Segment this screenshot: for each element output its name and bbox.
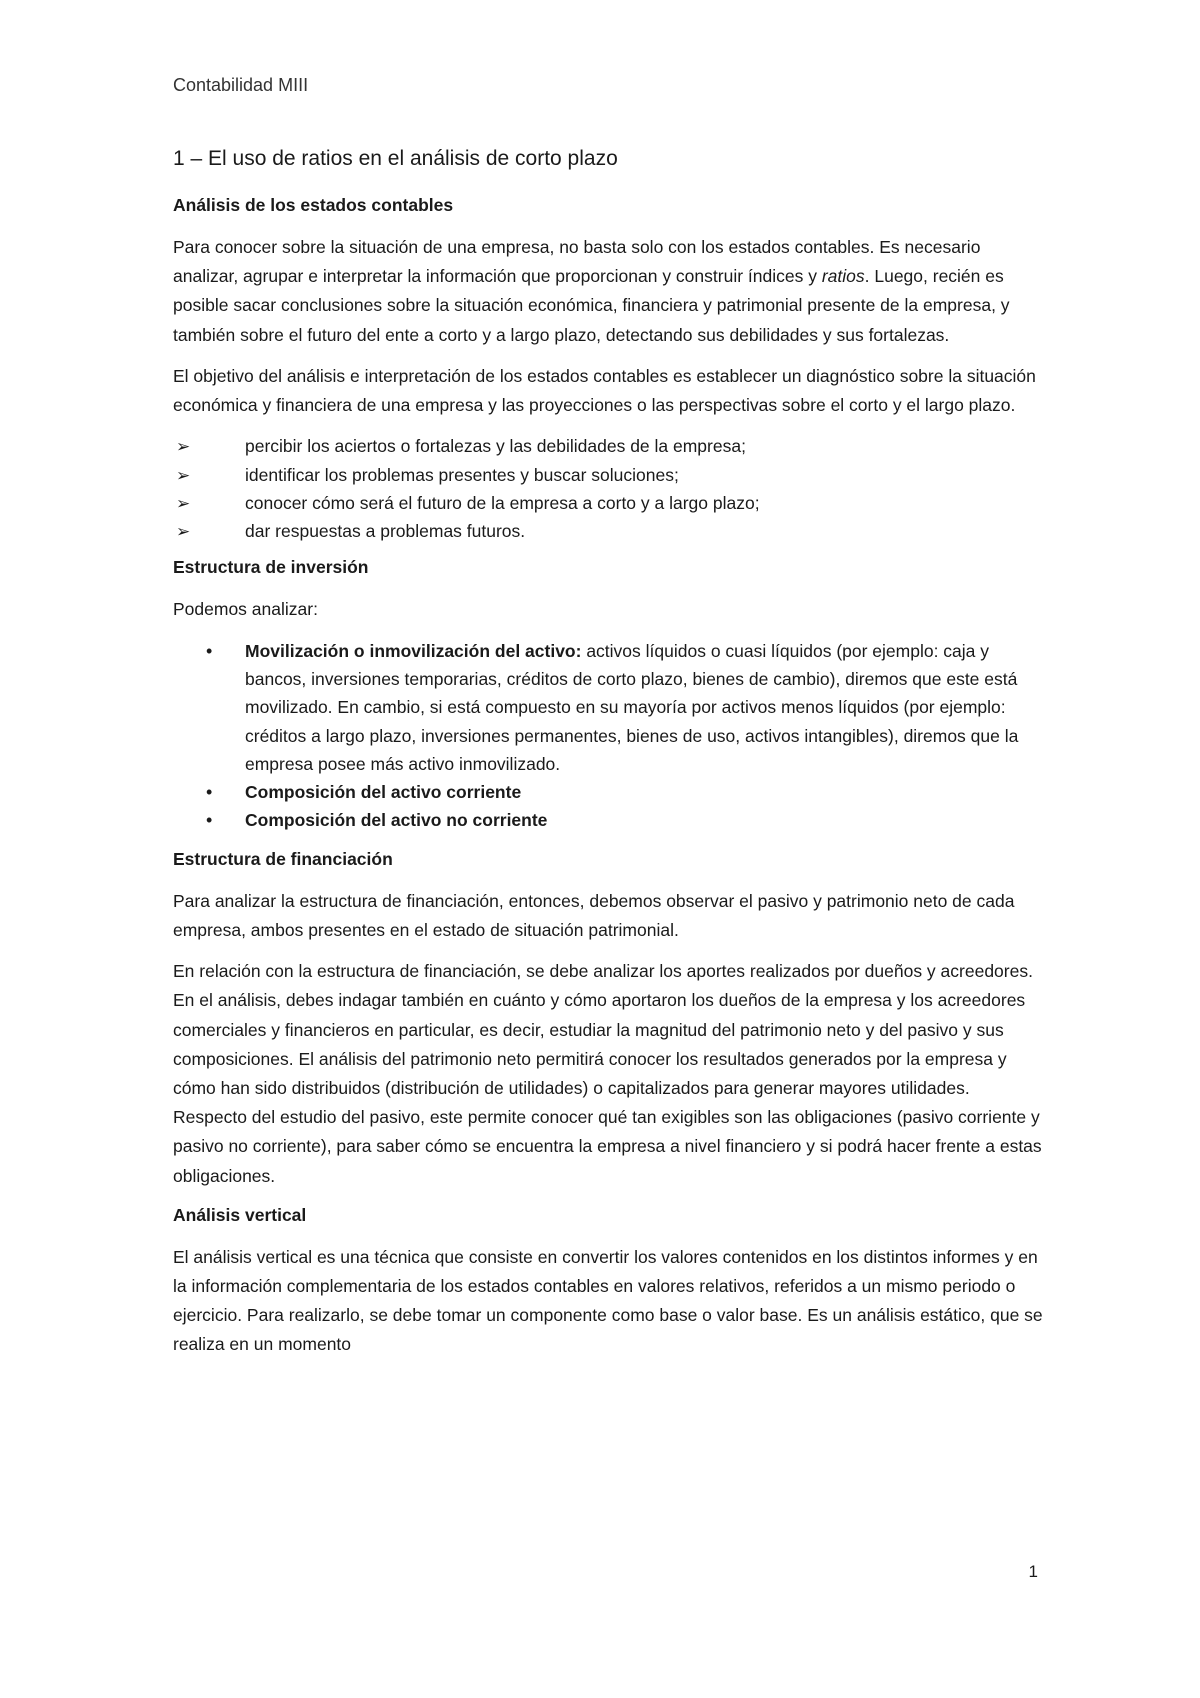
list-item-text: identificar los problemas presentes y buscar soluciones; <box>245 464 679 485</box>
list-item <box>173 806 1048 834</box>
list-item <box>173 778 1048 806</box>
list-item <box>173 489 1048 517</box>
arrow-bullet-icon: ➢ <box>176 465 191 485</box>
section-heading-estructura-inversion: Estructura de inversión <box>173 557 369 578</box>
arrow-bullet-icon: ➢ <box>176 437 191 457</box>
italic-term: ratios <box>821 266 865 287</box>
list-item-text: percibir los aciertos o fortalezas y las debilidades de la empresa; <box>245 436 746 457</box>
list-item <box>173 517 1048 545</box>
paragraph-text: Para conocer sobre la situación de una empresa, no basta solo con los estados contables. Es necesario analizar, agrupar e interpretar la información que proporcionan y construir índices y <box>173 237 981 287</box>
paragraph-financiacion-2: En relación con la estructura de financiación, se debe analizar los aportes realizados por dueños y acreedores. En el análisis, debes indagar también en cuánto y cómo aportaron los dueños de la empresa y los acreedores comerciales y financieros en particular, es decir, estudiar la magnitud del patrimonio neto y del pasivo y sus composiciones. El análisis del patrimonio neto permitirá conocer los resultados generados por la empresa y cómo han sido distribuidos (distribución de utilidades) o capitalizados para generar mayores utilidades. Respecto del estudio del pasivo, este permite conocer qué tan exigibles son las obligaciones (pasivo corriente y pasivo no corriente), para saber cómo se encuentra la empresa a nivel financiero y si podrá hacer frente a estas obligaciones. <box>173 961 1042 1186</box>
arrow-bullet-icon: ➢ <box>176 522 191 542</box>
chapter-title: 1 – El uso de ratios en el análisis de corto plazo <box>173 147 618 170</box>
paragraph-podemos-analizar: Podemos analizar: <box>173 599 318 620</box>
list-item <box>173 461 1048 489</box>
paragraph-financiacion-1: Para analizar la estructura de financiación, entonces, debemos observar el pasivo y patrimonio neto de cada empresa, ambos presentes en el estado de situación patrimonial. <box>173 890 1015 940</box>
inversion-bullet-list <box>173 637 1048 835</box>
section-heading-estados-contables: Análisis de los estados contables <box>173 195 454 215</box>
list-item-text: dar respuestas a problemas futuros. <box>245 521 526 542</box>
paragraph-estados-contables-1 <box>173 233 1048 350</box>
bullet-dot-icon: • <box>206 782 213 803</box>
list-item <box>173 432 1048 460</box>
bullet-dot-icon: • <box>206 810 213 831</box>
bullet-dot-icon: • <box>206 640 213 661</box>
bold-term: Movilización o inmovilización del activo: <box>245 640 582 661</box>
bold-term: Composición del activo corriente <box>245 782 522 803</box>
arrow-bullet-icon: ➢ <box>176 493 191 513</box>
page-content <box>173 145 1048 1372</box>
objectives-list <box>173 432 1048 545</box>
page-number: 1 <box>1028 1562 1038 1581</box>
list-item <box>173 637 1048 778</box>
list-item-text: conocer cómo será el futuro de la empresa a corto y a largo plazo; <box>245 492 760 513</box>
running-header: Contabilidad MIII <box>173 75 309 95</box>
section-heading-analisis-vertical: Análisis vertical <box>173 1204 307 1225</box>
paragraph-text: . Luego, recién es posible sacar conclusiones sobre la situación económica, financiera y patrimonial presente de la empresa, y también sobre el futuro del ente a corto y a largo plazo, detectando sus debilidades y sus fortalezas. <box>173 266 1010 345</box>
section-heading-estructura-financiacion: Estructura de financiación <box>173 848 393 869</box>
paragraph-estados-contables-2: El objetivo del análisis e interpretación de los estados contables es establecer un diagnóstico sobre la situación económica y financiera de una empresa y las proyecciones o las perspectivas sobre el corto y el largo plazo. <box>173 365 1036 416</box>
paragraph-analisis-vertical-1: El análisis vertical es una técnica que consiste en convertir los valores contenidos en los distintos informes y en la información complementaria de los estados contables en valores relativos, referidos a un mismo periodo o ejercicio. Para realizarlo, se debe tomar un componente como base o valor base. Es un análisis estático, que se realiza en un momento <box>173 1246 1043 1355</box>
bold-term: Composición del activo no corriente <box>245 810 548 831</box>
list-item-text: activos líquidos o cuasi líquidos (por ejemplo: caja y bancos, inversiones temporarias, créditos de corto plazo, bienes de cambio), diremos que este está movilizado. En cambio, si está compuesto en su mayoría por activos menos líquidos (por ejemplo: créditos a largo plazo, inversiones permanentes, bienes de uso, activos intangibles), diremos que la empresa posee más activo inmovilizado. <box>245 640 1019 774</box>
